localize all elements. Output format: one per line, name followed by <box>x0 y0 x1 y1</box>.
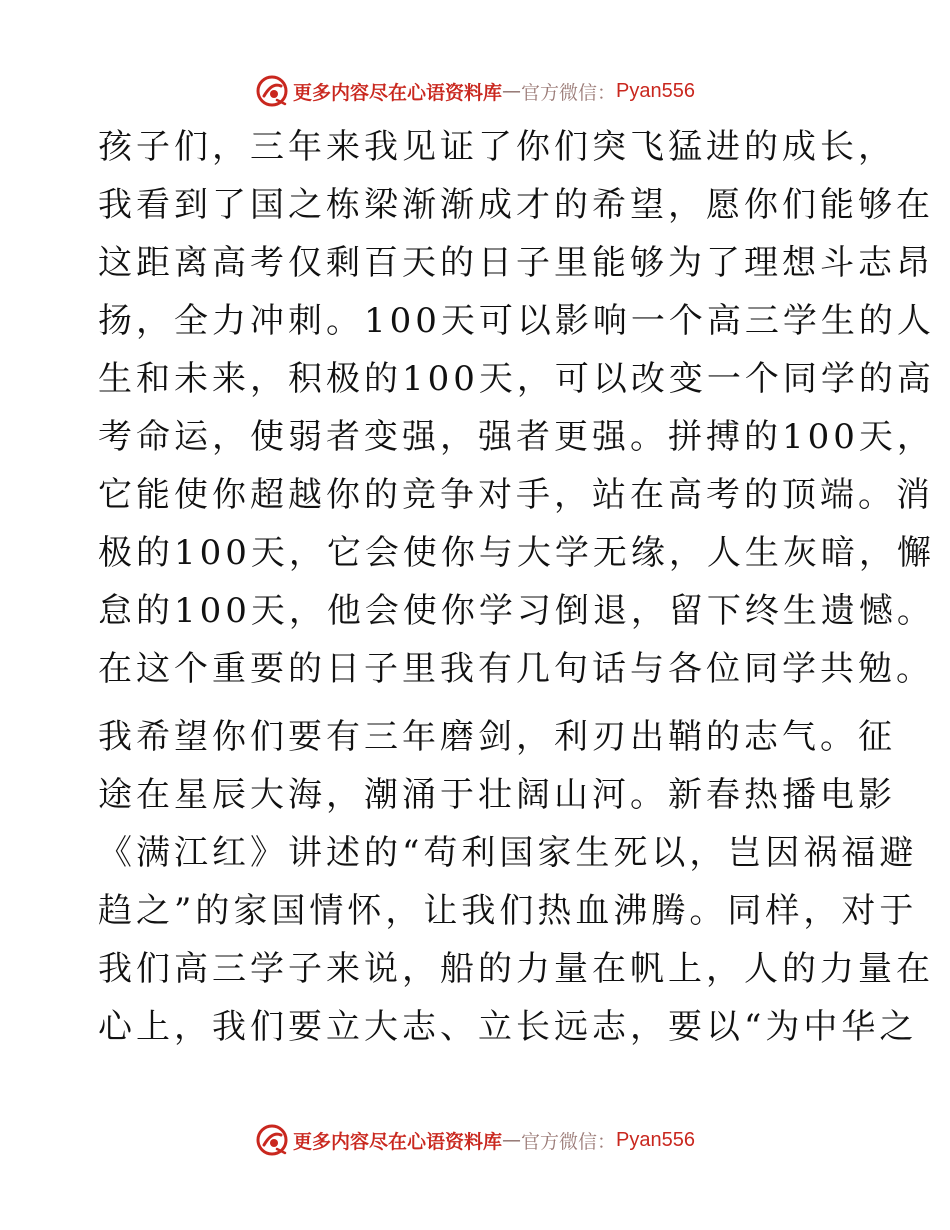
wechat-label: 官方微信： <box>521 1130 617 1153</box>
footer-watermark <box>0 1122 950 1158</box>
text-line: 怠的100天，他会使你学习倒退，留下终生遗憾。 <box>98 591 935 631</box>
wechat-id: Pyan556 <box>616 1128 695 1151</box>
header-watermark <box>0 73 950 109</box>
text-line: 这距离高考仅剩百天的日子里能够为了理想斗志昂 <box>98 243 934 283</box>
wechat-label: 官方微信： <box>521 81 617 104</box>
text-line: 考命运，使弱者变强，强者更强。拼搏的100天， <box>98 417 935 457</box>
text-line: 途在星辰大海，潮涌于壮阔山河。新春热播电影 <box>98 775 896 815</box>
separator: — <box>502 80 522 102</box>
text-line: 我希望你们要有三年磨剑，利刃出鞘的志气。征 <box>98 717 896 757</box>
text-line: 生和未来，积极的100天，可以改变一个同学的高 <box>98 359 935 399</box>
text-line: 我们高三学子来说，船的力量在帆上，人的力量在 <box>98 949 934 989</box>
text-line: 心上，我们要立大志、立长远志，要以“为中华之 <box>98 1007 918 1047</box>
separator: — <box>502 1129 522 1151</box>
text-line: 在这个重要的日子里我有几句话与各位同学共勉。 <box>98 649 934 689</box>
text-line: 我看到了国之栋梁渐渐成才的希望，愿你们能够在 <box>98 185 934 225</box>
ink-brush-seal-icon <box>255 74 289 108</box>
text-line: 极的100天，它会使你与大学无缘，人生灰暗，懈 <box>98 533 935 573</box>
site-name: 更多内容尽在心语资料库 <box>293 81 503 104</box>
site-name: 更多内容尽在心语资料库 <box>293 1130 503 1153</box>
text-line: 扬，全力冲刺。100天可以影响一个高三学生的人 <box>98 301 935 341</box>
ink-brush-seal-icon <box>255 1123 289 1157</box>
text-line: 它能使你超越你的竞争对手，站在高考的顶端。消 <box>98 475 934 515</box>
wechat-id: Pyan556 <box>616 79 695 102</box>
text-line: 趋之”的家国情怀，让我们热血沸腾。同样，对于 <box>98 891 918 931</box>
text-line: 《满江红》讲述的“苟利国家生死以，岂因祸福避 <box>98 833 918 873</box>
text-line: 孩子们，三年来我见证了你们突飞猛进的成长， <box>98 127 896 167</box>
